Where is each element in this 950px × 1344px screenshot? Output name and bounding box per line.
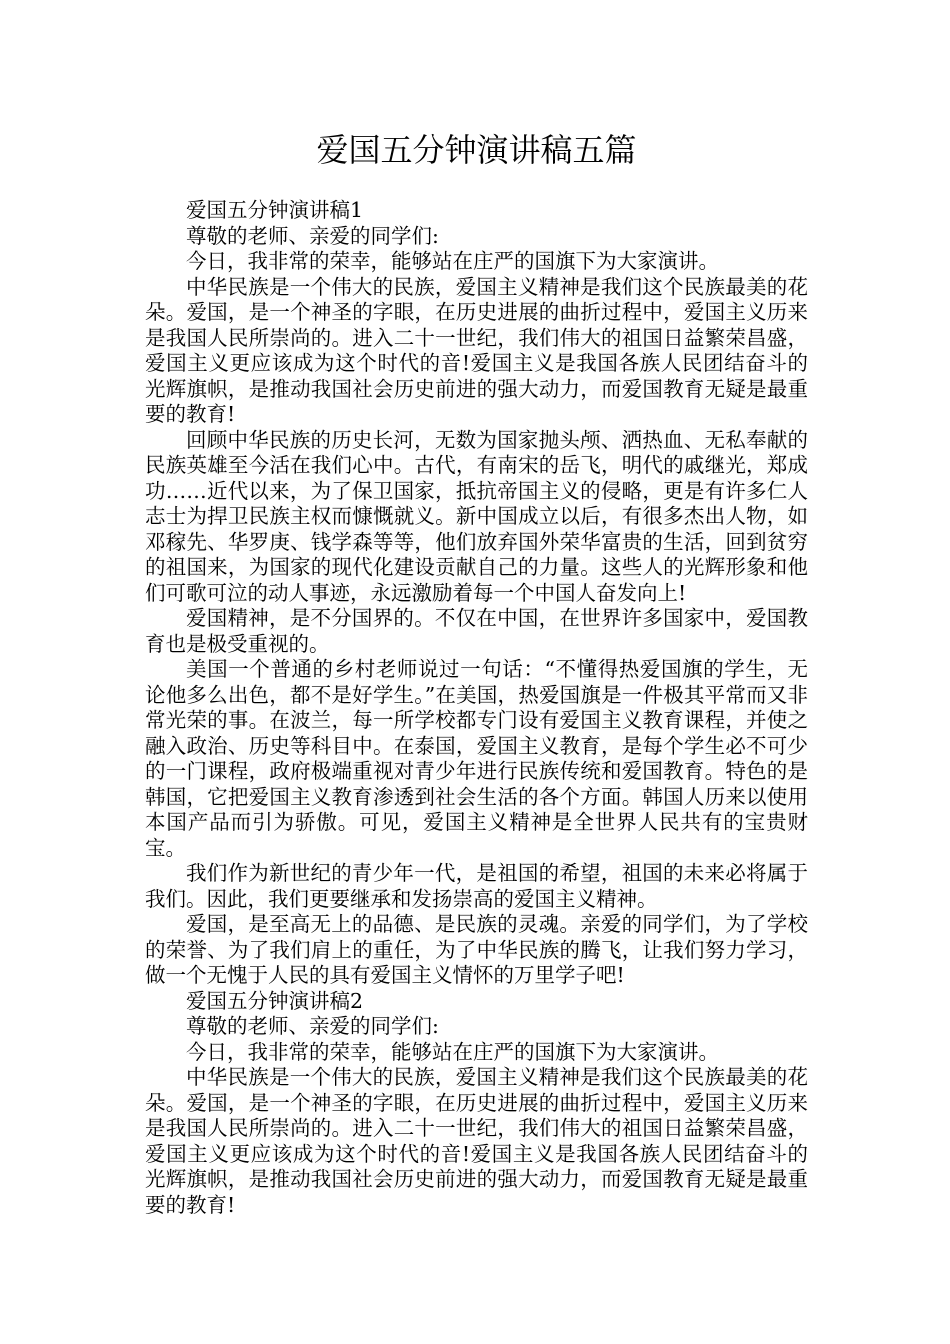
paragraph: 美国一个普通的乡村老师说过一句话：“不懂得热爱国旗的学生，无论他多么出色，都不是好学生。”在美国，热爱国旗是一件极其平常而又非常光荣的事。在波兰，每一所学校都专门设有爱国主义教育课程，并使之融入政治、历史等科目中。在泰国，爱国主义教育，是每个学生必不可少的一门课程，政府极端重视对青少年进行民族传统和爱国教育。特色的是韩国，它把爱国主义教育渗透到社会生活的各个方面。韩国人历来以使用本国产品而引为骄傲。可见，爱国主义精神是全世界人民共有的宝贵财宝。	[145, 657, 808, 860]
paragraph: 爱国精神，是不分国界的。不仅在中国，在世界许多国家中，爱国教育也是极受重视的。	[145, 606, 808, 656]
paragraph: 今日，我非常的荣幸，能够站在庄严的国旗下为大家演讲。	[186, 1039, 719, 1064]
paragraph: 今日，我非常的荣幸，能够站在庄严的国旗下为大家演讲。	[186, 249, 719, 273]
section-heading: 爱国五分钟演讲稿2	[186, 988, 364, 1013]
document-title: 爱国五分钟演讲稿五篇	[316, 131, 637, 169]
salutation: 尊敬的老师、亲爱的同学们:	[186, 1014, 439, 1038]
document-page	[145, 128, 808, 1218]
paragraph: 中华民族是一个伟大的民族，爱国主义精神是我们这个民族最美的花朵。爱国，是一个神圣的字眼，在历史进展的曲折过程中，爱国主义历来是我国人民所崇尚的。进入二十一世纪，我们伟大的祖国日益繁荣昌盛，爱国主义更应该成为这个时代的音!爱国主义是我国各族人民团结奋斗的光辉旗帜，是推动我国社会历史前进的强大动力，而爱国教育无疑是最重要的教育!	[145, 274, 808, 426]
section-heading: 爱国五分钟演讲稿1	[186, 198, 364, 222]
document-body	[145, 198, 808, 1218]
salutation: 尊敬的老师、亲爱的同学们:	[186, 223, 439, 248]
paragraph: 爱国，是至高无上的品德、是民族的灵魂。亲爱的同学们，为了学校的荣誉、为了我们肩上的重任，为了中华民族的腾飞，让我们努力学习，做一个无愧于人民的具有爱国主义情怀的万里学子吧!	[145, 912, 808, 987]
paragraph: 回顾中华民族的历史长河，无数为国家抛头颅、洒热血、无私奉献的民族英雄至今活在我们心中。古代，有南宋的岳飞，明代的戚继光，郑成功……近代以来，为了保卫国家，抵抗帝国主义的侵略，更是有许多仁人志士为捍卫民族主权而慷慨就义。新中国成立以后，有很多杰出人物，如邓稼先、华罗庚、钱学森等等，他们放弃国外荣华富贵的生活，回到贫穷的祖国来，为国家的现代化建设贡献自己的力量。这些人的光辉形象和他们可歌可泣的动人事迹，永远激励着每一个中国人奋发向上!	[145, 427, 808, 605]
paragraph: 我们作为新世纪的青少年一代，是祖国的希望，祖国的未来必将属于我们。因此，我们更要继承和发扬崇高的爱国主义精神。	[145, 861, 808, 911]
paragraph: 中华民族是一个伟大的民族，爱国主义精神是我们这个民族最美的花朵。爱国，是一个神圣的字眼，在历史进展的曲折过程中，爱国主义历来是我国人民所崇尚的。进入二十一世纪，我们伟大的祖国日益繁荣昌盛，爱国主义更应该成为这个时代的音!爱国主义是我国各族人民团结奋斗的光辉旗帜，是推动我国社会历史前进的强大动力，而爱国教育无疑是最重要的教育!	[145, 1065, 808, 1217]
